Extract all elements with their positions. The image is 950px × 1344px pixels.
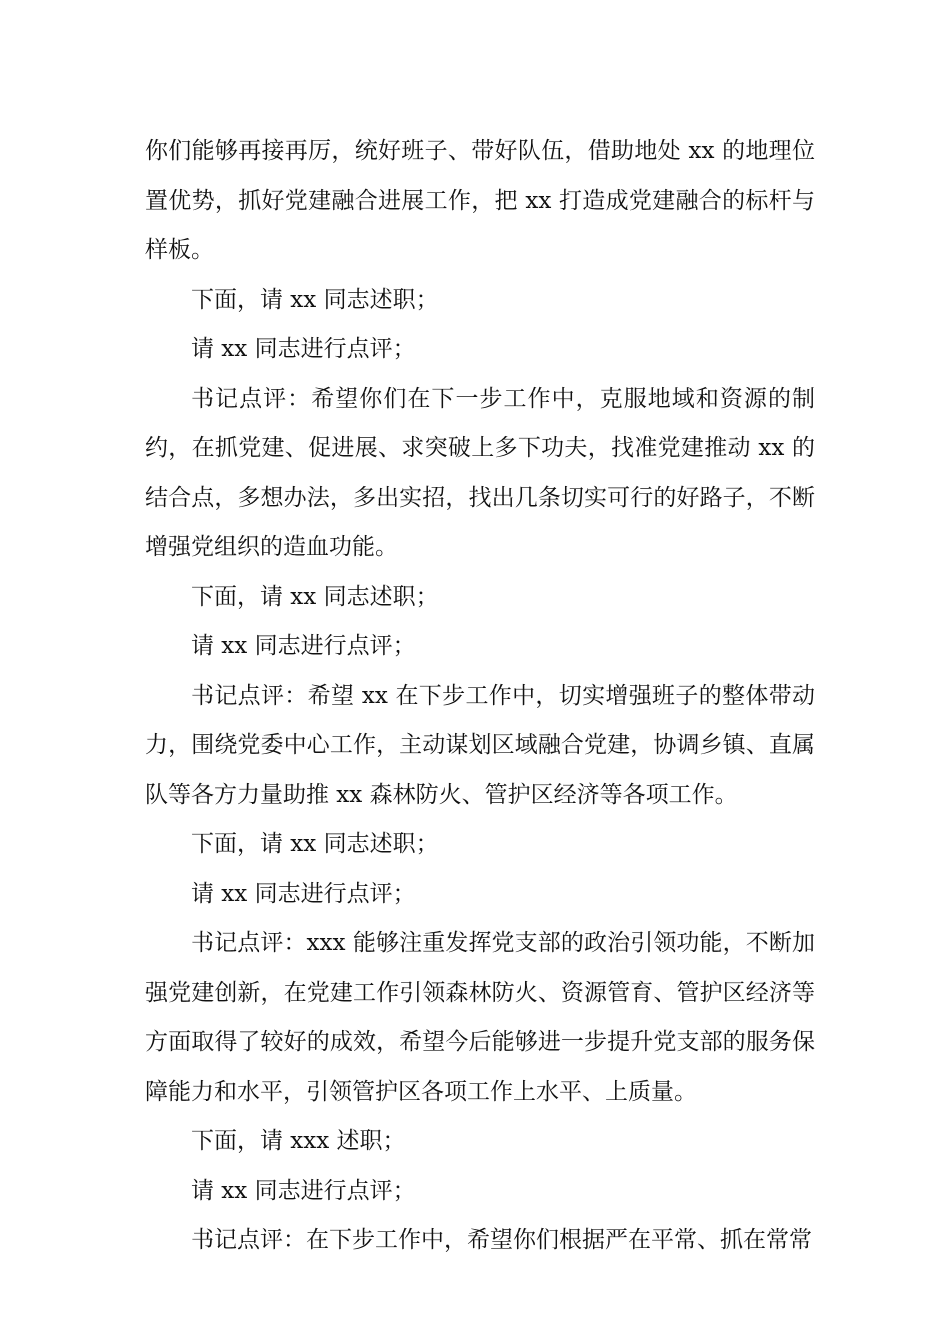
paragraph: 下面，请 xxx 述职； xyxy=(191,1128,406,1154)
paragraph: 请 xx 同志进行点评； xyxy=(191,336,416,362)
paragraph: 书记点评：希望 xx 在下步工作中，切实增强班子的整体带动力，围绕党委中心工作，主动谋划区域融合党建，协调乡镇、直属队等各方力量助推 xx 森林防火、管护区经济等各项工作。 xyxy=(145,682,815,808)
paragraph: 请 xx 同志进行点评； xyxy=(191,880,416,907)
paragraph: 书记点评：希望你们在下一步工作中，克服地域和资源的制约，在抓党建、促进展、求突破上多下功夫，找准党建推动 xx 的结合点，多想办法，多出实招，找出几条切实可行的好路子，不断增强党组织的造血功能。 xyxy=(145,385,815,560)
paragraph: 下面，请 xx 同志述职； xyxy=(191,583,439,610)
paragraph: 你们能够再接再厉，统好班子、带好队伍，借助地处 xx 的地理位置优势，抓好党建融合进展工作，把 xx 打造成党建融合的标杆与样板。 xyxy=(145,138,815,263)
paragraph: 请 xx 同志进行点评； xyxy=(191,1177,416,1204)
paragraph: 请 xx 同志进行点评； xyxy=(191,633,416,659)
paragraph: 书记点评：xxx 能够注重发挥党支部的政治引领功能，不断加强党建创新，在党建工作引领森林防火、资源管育、管护区经济等方面取得了较好的成效，希望今后能够进一步提升党支部的服务保障能力和水平，引领管护区各项工作上水平、上质量。 xyxy=(145,930,815,1105)
paragraph: 书记点评：在下步工作中，希望你们根据严在平常、抓在常常 xyxy=(191,1227,812,1253)
paragraph: 下面，请 xx 同志述职； xyxy=(191,831,439,857)
paragraph: 下面，请 xx 同志述职； xyxy=(191,286,439,313)
document-body xyxy=(145,127,815,1266)
